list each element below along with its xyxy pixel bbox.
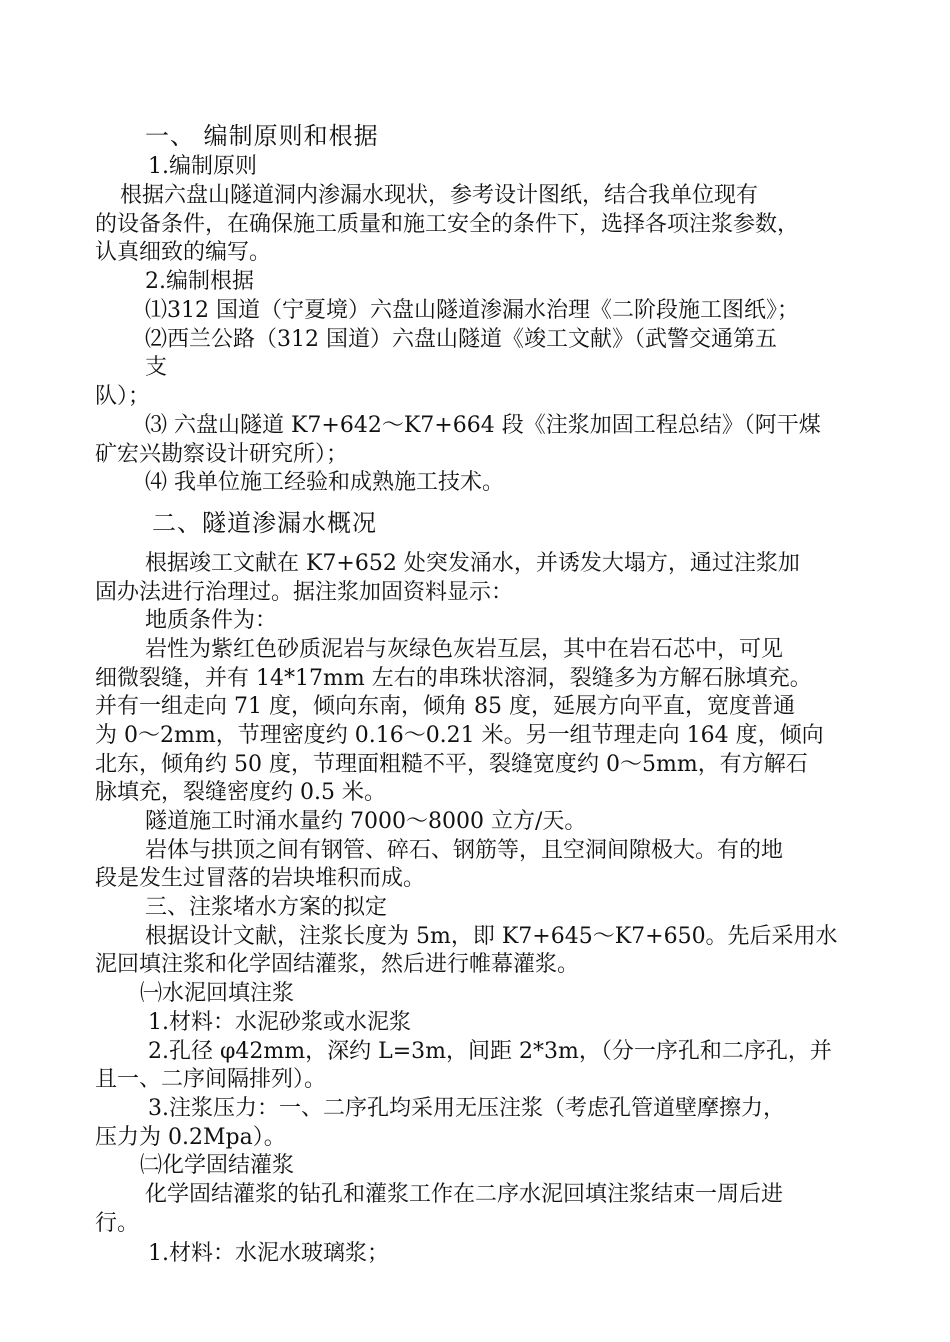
paragraph-line: 根据竣工文献在 K7+652 处突发涌水，并诱发大塌方，通过注浆加 bbox=[145, 551, 800, 576]
list-item: ⑴312 国道（宁夏境）六盘山隧道渗漏水治理《二阶段施工图纸》； bbox=[145, 298, 799, 323]
subheading-chemical-grouting: ㈡化学固结灌浆 bbox=[140, 1153, 295, 1178]
section-heading-3: 三、注浆堵水方案的拟定 bbox=[145, 895, 388, 920]
list-item-continuation: 队）； bbox=[95, 384, 151, 409]
subheading-principle: 1.编制原则 bbox=[148, 154, 257, 179]
list-item-continuation: 且一、二序间隔排列）。 bbox=[95, 1067, 327, 1092]
list-item: ⑷ 我单位施工经验和成熟施工技术。 bbox=[145, 470, 504, 495]
list-item: 2.孔径 φ42mm，深约 L=3m，间距 2*3m，（分一序孔和二序孔，并 bbox=[148, 1039, 832, 1064]
list-item: ⑶ 六盘山隧道 K7+642～K7+664 段《注浆加固工程总结》（阿干煤 bbox=[145, 413, 821, 438]
paragraph-line: 并有一组走向 71 度，倾向东南，倾角 85 度，延展方向平直，宽度普通 bbox=[95, 694, 795, 719]
list-item: 1.材料：水泥水玻璃浆； bbox=[148, 1241, 389, 1266]
paragraph-line: 岩体与拱顶之间有钢管、碎石、钢筋等，且空洞间隙极大。有的地 bbox=[145, 838, 784, 863]
paragraph-line: 段是发生过冒落的岩块堆积而成。 bbox=[95, 866, 426, 891]
paragraph-line: 固办法进行治理过。据注浆加固资料显示： bbox=[95, 580, 514, 605]
paragraph-line: 脉填充，裂缝密度约 0.5 米。 bbox=[95, 780, 386, 805]
section-heading-2: 二、隧道渗漏水概况 bbox=[152, 509, 377, 537]
list-item-continuation: 矿宏兴勘察设计研究所）； bbox=[95, 442, 349, 467]
paragraph-line: 北东，倾角约 50 度，节理面粗糙不平，裂缝宽度约 0～5mm，有方解石 bbox=[95, 752, 808, 777]
paragraph-line: 根据六盘山隧道洞内渗漏水现状，参考设计图纸，结合我单位现有 bbox=[120, 183, 759, 208]
paragraph-line: 泥回填注浆和化学固结灌浆，然后进行帷幕灌浆。 bbox=[95, 952, 580, 977]
list-item-continuation: 压力为 0.2Mpa）。 bbox=[95, 1125, 286, 1150]
subheading-cement-grouting: ㈠水泥回填注浆 bbox=[140, 981, 295, 1006]
paragraph-line: 地质条件为： bbox=[145, 608, 278, 633]
paragraph-line: 行。 bbox=[95, 1211, 140, 1236]
paragraph-line: 细微裂缝，并有 14*17mm 左右的串珠状溶洞，裂缝多为方解石脉填充。 bbox=[95, 666, 812, 691]
subheading-basis: 2.编制根据 bbox=[145, 269, 254, 294]
paragraph-line: 为 0～2mm，节理密度约 0.16～0.21 米。另一组节理走向 164 度，倾向 bbox=[95, 723, 824, 748]
list-item: 3.注浆压力：一、二序孔均采用无压注浆（考虑孔管道壁摩擦力， bbox=[148, 1096, 785, 1121]
section-heading-1: 一、 编制原则和根据 bbox=[145, 122, 379, 150]
paragraph-line: 隧道施工时涌水量约 7000～8000 立方/天。 bbox=[145, 809, 587, 834]
list-item: ⑵西兰公路（312 国道）六盘山隧道《竣工文献》（武警交通第五 bbox=[145, 327, 777, 352]
list-item-continuation: 支 bbox=[145, 355, 168, 380]
list-item: 1.材料：水泥砂浆或水泥浆 bbox=[148, 1010, 411, 1035]
paragraph-line: 岩性为紫红色砂质泥岩与灰绿色灰岩互层，其中在岩石芯中，可见 bbox=[145, 637, 784, 662]
paragraph-line: 化学固结灌浆的钻孔和灌浆工作在二序水泥回填注浆结束一周后进 bbox=[145, 1182, 784, 1207]
paragraph-line: 的设备条件，在确保施工质量和施工安全的条件下，选择各项注浆参数， bbox=[95, 212, 800, 237]
paragraph-line: 认真细致的编写。 bbox=[95, 240, 272, 265]
paragraph-line: 根据设计文献，注浆长度为 5m，即 K7+645～K7+650。先后采用水 bbox=[145, 924, 838, 949]
